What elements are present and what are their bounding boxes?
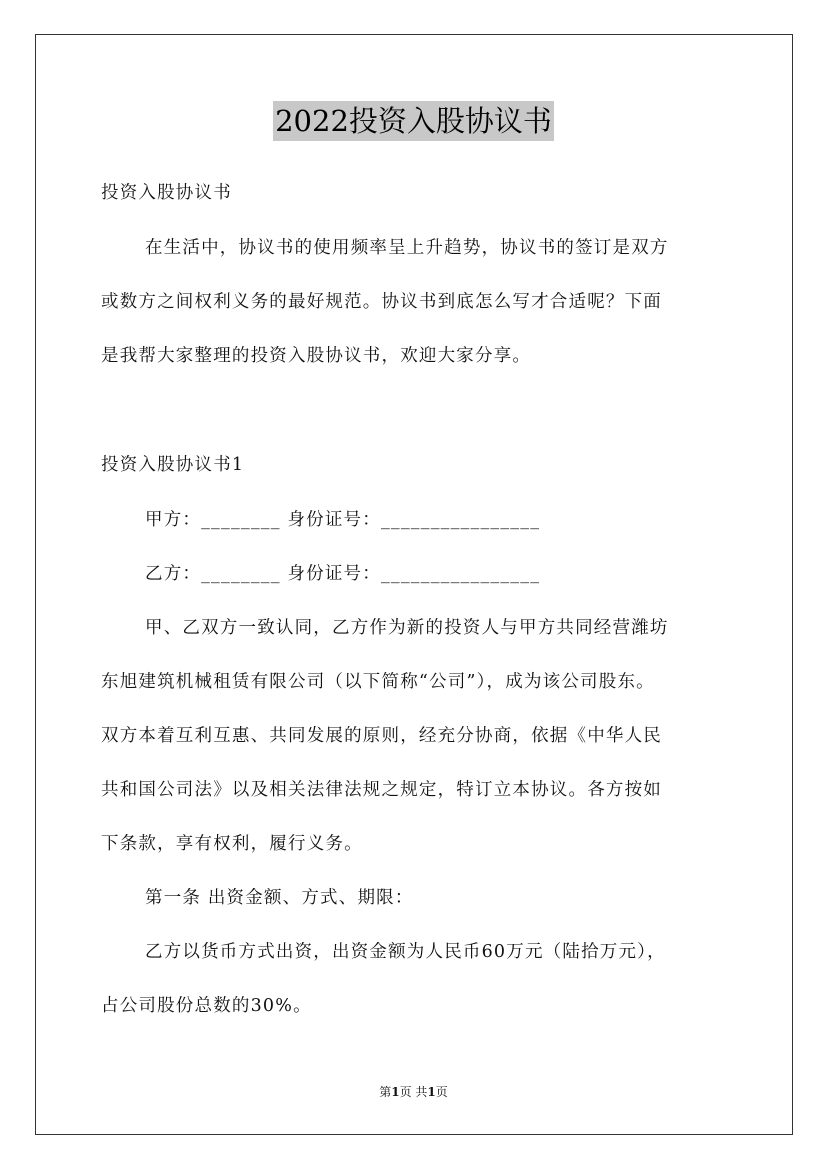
- intro-paragraph-line: 是我帮大家整理的投资入股协议书，欢迎大家分享。: [101, 346, 532, 366]
- agreement-heading: 投资入股协议书1: [101, 455, 245, 475]
- party-b-line: 乙方：________ 身份证号：________________: [145, 564, 541, 584]
- agreement-paragraph-line: 共和国公司法》以及相关法律法规之规定，特订立本协议。各方按如: [101, 780, 662, 800]
- agreement-paragraph-line: 双方本着互利互惠、共同发展的原则，经充分协商，依据《中华人民: [101, 726, 662, 746]
- agreement-paragraph-line: 甲、乙双方一致认同，乙方作为新的投资人与甲方共同经营潍坊: [145, 618, 669, 638]
- agreement-paragraph-line: 下条款，享有权利，履行义务。: [101, 834, 363, 854]
- party-a-line: 甲方：________ 身份证号：________________: [145, 510, 541, 530]
- footer-suffix: 页: [435, 1085, 448, 1099]
- title-container: [0, 101, 827, 141]
- footer-mid: 页 共: [399, 1085, 428, 1099]
- page-footer: [0, 1084, 827, 1100]
- section-heading: 投资入股协议书: [101, 183, 232, 203]
- article-one-heading: 第一条 出资金额、方式、期限：: [145, 888, 414, 908]
- intro-paragraph-line: 在生活中，协议书的使用频率呈上升趋势，协议书的签订是双方: [145, 238, 669, 258]
- intro-paragraph-line: 或数方之间权利义务的最好规范。协议书到底怎么写才合适呢？下面: [101, 292, 662, 312]
- article-one-line: 乙方以货币方式出资，出资金额为人民币60万元（陆拾万元），: [145, 942, 666, 962]
- article-one-line: 占公司股份总数的30%。: [101, 996, 312, 1016]
- document-title: 2022投资入股协议书: [273, 101, 554, 141]
- agreement-paragraph-line: 东旭建筑机械租赁有限公司（以下简称“公司”），成为该公司股东。: [101, 672, 655, 692]
- footer-total-pages: 1: [427, 1085, 436, 1099]
- footer-prefix: 第: [379, 1085, 392, 1099]
- footer-current-page: 1: [391, 1085, 400, 1099]
